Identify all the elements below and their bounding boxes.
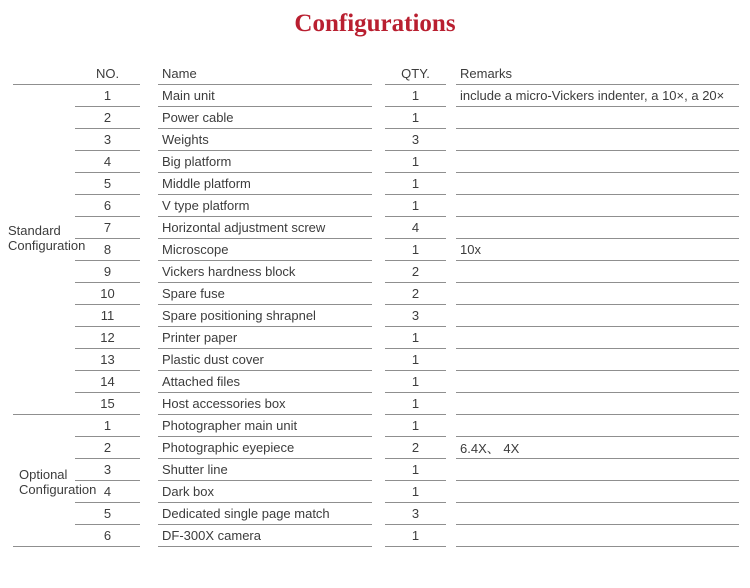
- row-remarks: [456, 151, 739, 173]
- section-label-line1: Optional: [19, 467, 68, 482]
- row-name: Weights: [158, 129, 372, 151]
- row-remarks: [456, 261, 739, 283]
- table-row: [0, 217, 750, 239]
- row-no: 10: [75, 283, 140, 305]
- table-row: [0, 129, 750, 151]
- row-qty: 1: [385, 107, 446, 129]
- row-qty: 2: [385, 261, 446, 283]
- page-title: Configurations: [294, 10, 456, 37]
- row-qty: 1: [385, 195, 446, 217]
- row-qty: 3: [385, 129, 446, 151]
- row-name: Main unit: [158, 85, 372, 107]
- row-name: Photographer main unit: [158, 415, 372, 437]
- row-no: 7: [75, 217, 140, 239]
- row-qty: 1: [385, 173, 446, 195]
- header-qty: QTY.: [385, 63, 446, 85]
- row-no: 14: [75, 371, 140, 393]
- row-remarks: [456, 107, 739, 129]
- section-label-line1: Standard: [8, 223, 61, 238]
- row-name: Attached files: [158, 371, 372, 393]
- row-name: Microscope: [158, 239, 372, 261]
- config-section: [0, 85, 750, 415]
- row-qty: 3: [385, 503, 446, 525]
- row-qty: 1: [385, 481, 446, 503]
- row-remarks: [456, 415, 739, 437]
- row-remarks: [456, 525, 739, 547]
- row-no: 8: [75, 239, 140, 261]
- row-name: Dedicated single page match: [158, 503, 372, 525]
- row-no: 1: [75, 85, 140, 107]
- row-name: Vickers hardness block: [158, 261, 372, 283]
- row-qty: 1: [385, 525, 446, 547]
- row-remarks: [456, 305, 739, 327]
- row-qty: 1: [385, 415, 446, 437]
- row-qty: 1: [385, 393, 446, 415]
- section-label-line2: Configuration: [8, 238, 86, 253]
- table-row: [0, 305, 750, 327]
- row-remarks: 10x: [456, 239, 739, 261]
- table-row: [0, 151, 750, 173]
- table-row: [0, 459, 750, 481]
- row-name: Shutter line: [158, 459, 372, 481]
- row-no: 15: [75, 393, 140, 415]
- row-no: 4: [75, 151, 140, 173]
- configurations-table: [0, 63, 750, 547]
- row-name: Horizontal adjustment screw: [158, 217, 372, 239]
- row-no: 13: [75, 349, 140, 371]
- row-remarks: [456, 283, 739, 305]
- row-name: Printer paper: [158, 327, 372, 349]
- table-row: [0, 481, 750, 503]
- table-row: [0, 173, 750, 195]
- row-no: 4: [75, 481, 140, 503]
- row-qty: 2: [385, 283, 446, 305]
- table-row: [0, 283, 750, 305]
- row-no: 12: [75, 327, 140, 349]
- section-rows: [0, 85, 750, 415]
- row-qty: 1: [385, 327, 446, 349]
- table-body: [0, 85, 750, 547]
- row-remarks: [456, 349, 739, 371]
- row-remarks: [456, 371, 739, 393]
- row-no: 3: [75, 129, 140, 151]
- row-qty: 1: [385, 85, 446, 107]
- row-qty: 3: [385, 305, 446, 327]
- row-remarks: [456, 195, 739, 217]
- table-row: [0, 239, 750, 261]
- row-no: 5: [75, 503, 140, 525]
- row-qty: 1: [385, 151, 446, 173]
- row-name: Plastic dust cover: [158, 349, 372, 371]
- row-no: 11: [75, 305, 140, 327]
- row-no: 2: [75, 437, 140, 459]
- section-label-line2: Configuration: [19, 482, 97, 497]
- row-remarks: [456, 481, 739, 503]
- header-remarks: Remarks: [456, 63, 739, 85]
- row-qty: 2: [385, 437, 446, 459]
- table-row: [0, 371, 750, 393]
- row-no: 1: [75, 415, 140, 437]
- row-name: Power cable: [158, 107, 372, 129]
- table-row: [0, 327, 750, 349]
- row-remarks: [456, 173, 739, 195]
- row-name: V type platform: [158, 195, 372, 217]
- row-qty: 1: [385, 239, 446, 261]
- row-qty: 1: [385, 349, 446, 371]
- row-name: Host accessories box: [158, 393, 372, 415]
- table-row: [0, 393, 750, 415]
- section-rows: [0, 415, 750, 547]
- section-divider-line: [13, 546, 140, 547]
- row-no: 2: [75, 107, 140, 129]
- row-no: 6: [75, 195, 140, 217]
- row-qty: 1: [385, 459, 446, 481]
- row-no: 9: [75, 261, 140, 283]
- table-row: [0, 415, 750, 437]
- table-row: [0, 437, 750, 459]
- row-remarks: [456, 129, 739, 151]
- row-remarks: 6.4X、 4X: [456, 437, 739, 459]
- row-name: Dark box: [158, 481, 372, 503]
- table-row: [0, 349, 750, 371]
- row-remarks: [456, 393, 739, 415]
- table-row: [0, 107, 750, 129]
- row-qty: 1: [385, 371, 446, 393]
- table-row: [0, 503, 750, 525]
- row-name: DF-300X camera: [158, 525, 372, 547]
- row-name: Photographic eyepiece: [158, 437, 372, 459]
- table-header-row: [0, 63, 750, 85]
- table-row: [0, 195, 750, 217]
- row-name: Spare positioning shrapnel: [158, 305, 372, 327]
- row-no: 3: [75, 459, 140, 481]
- row-no: 5: [75, 173, 140, 195]
- row-remarks: [456, 327, 739, 349]
- config-section: [0, 415, 750, 547]
- row-remarks: include a micro-Vickers indenter, a 10×, a 20×: [456, 85, 739, 107]
- row-name: Spare fuse: [158, 283, 372, 305]
- row-remarks: [456, 217, 739, 239]
- table-row: [0, 85, 750, 107]
- header-name: Name: [158, 63, 372, 85]
- row-remarks: [456, 503, 739, 525]
- row-name: Big platform: [158, 151, 372, 173]
- row-qty: 4: [385, 217, 446, 239]
- row-remarks: [456, 459, 739, 481]
- row-no: 6: [75, 525, 140, 547]
- header-no: NO.: [75, 63, 140, 85]
- table-row: [0, 261, 750, 283]
- table-row: [0, 525, 750, 547]
- row-name: Middle platform: [158, 173, 372, 195]
